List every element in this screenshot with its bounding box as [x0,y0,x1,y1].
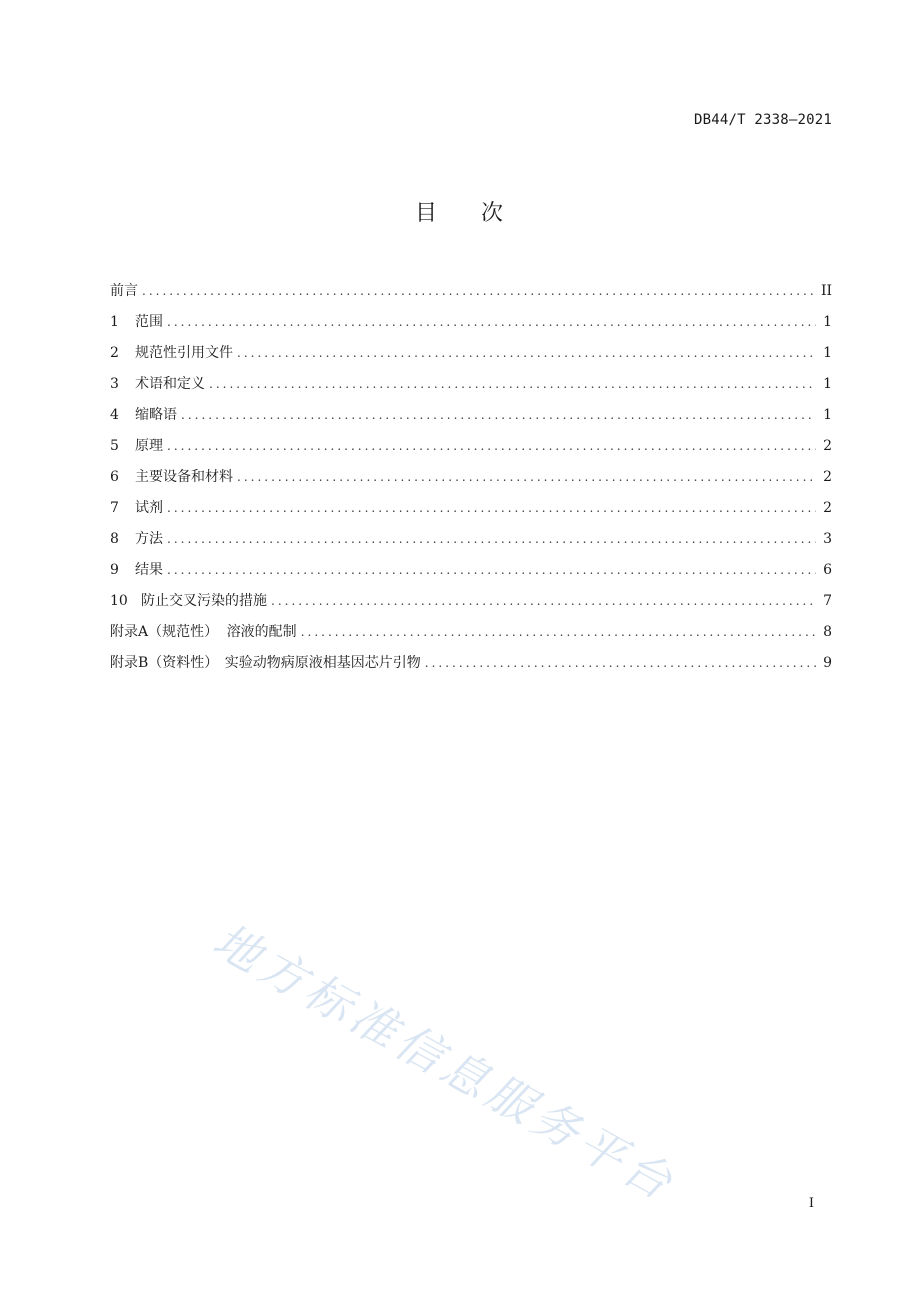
toc-entry-label: 术语和定义 [135,376,205,392]
table-of-contents [110,280,832,683]
toc-entry-label: 范围 [135,314,163,330]
toc-leader-dots [237,346,816,360]
toc-entry-number: 4 [110,407,119,423]
toc-entry-label: 实验动物病原液相基因芯片引物 [224,655,421,671]
toc-entry-page: 6 [823,562,832,578]
toc-entry-4[interactable] [110,404,832,435]
toc-entry-number: 9 [110,562,119,578]
toc-entry-page: 9 [823,655,832,671]
toc-entry-number: 附录B（资料性） [110,655,219,671]
toc-entry-page: II [820,283,832,299]
toc-entry-page: 7 [823,593,832,609]
toc-leader-dots [425,656,816,670]
toc-leader-dots [167,563,816,577]
toc-entry-page: 8 [823,624,832,640]
toc-entry-label: 规范性引用文件 [135,345,233,361]
toc-entry-10[interactable] [110,590,832,621]
toc-entry-number: 5 [110,438,119,454]
toc-leader-dots [209,377,816,391]
toc-entry-page: 3 [823,531,832,547]
toc-entry-page: 1 [823,407,832,423]
title-left-char: 目 [414,201,439,226]
toc-entry-appendix-a[interactable] [110,621,832,652]
toc-leader-dots [271,594,816,608]
watermark: 地方标准信息服务平台 [204,912,686,1213]
toc-entry-page: 1 [823,376,832,392]
toc-entry-number: 10 [110,593,128,609]
toc-entry-9[interactable] [110,559,832,590]
toc-entry-label: 结果 [135,562,163,578]
toc-entry-label: 试剂 [135,500,163,516]
toc-entry-page: 1 [823,345,832,361]
toc-entry-label: 缩略语 [135,407,177,423]
toc-entry-label: 溶液的配制 [226,624,297,640]
toc-leader-dots [142,284,815,298]
toc-entry-number: 6 [110,469,119,485]
toc-entry-page: 1 [823,314,832,330]
toc-entry-appendix-b[interactable] [110,652,832,683]
toc-entry-8[interactable] [110,528,832,559]
toc-entry-label: 前言 [110,283,138,299]
toc-entry-number: 2 [110,345,119,361]
toc-entry-foreword[interactable] [110,280,832,311]
toc-leader-dots [167,315,816,329]
toc-entry-label: 方法 [135,531,163,547]
toc-entry-label: 防止交叉污染的措施 [141,593,267,609]
toc-entry-number: 3 [110,376,119,392]
title-right-char: 次 [481,201,506,226]
page-title [0,196,920,227]
toc-entry-1[interactable] [110,311,832,342]
toc-entry-number: 附录A（规范性） [110,624,219,640]
toc-leader-dots [181,408,816,422]
toc-leader-dots [301,625,816,639]
toc-entry-2[interactable] [110,342,832,373]
toc-leader-dots [167,501,816,515]
toc-entry-3[interactable] [110,373,832,404]
toc-entry-label: 原理 [135,438,163,454]
toc-leader-dots [167,532,816,546]
toc-entry-page: 2 [823,438,832,454]
toc-entry-number: 8 [110,531,119,547]
toc-leader-dots [237,470,816,484]
toc-entry-6[interactable] [110,466,832,497]
toc-entry-number: 7 [110,500,119,516]
document-code: DB44/T 2338—2021 [693,112,832,128]
toc-entry-page: 2 [823,469,832,485]
toc-leader-dots [167,439,816,453]
toc-entry-page: 2 [823,500,832,516]
toc-entry-label: 主要设备和材料 [135,469,233,485]
toc-entry-7[interactable] [110,497,832,528]
toc-entry-5[interactable] [110,435,832,466]
toc-entry-number: 1 [110,314,119,330]
page-number: I [808,1196,814,1211]
